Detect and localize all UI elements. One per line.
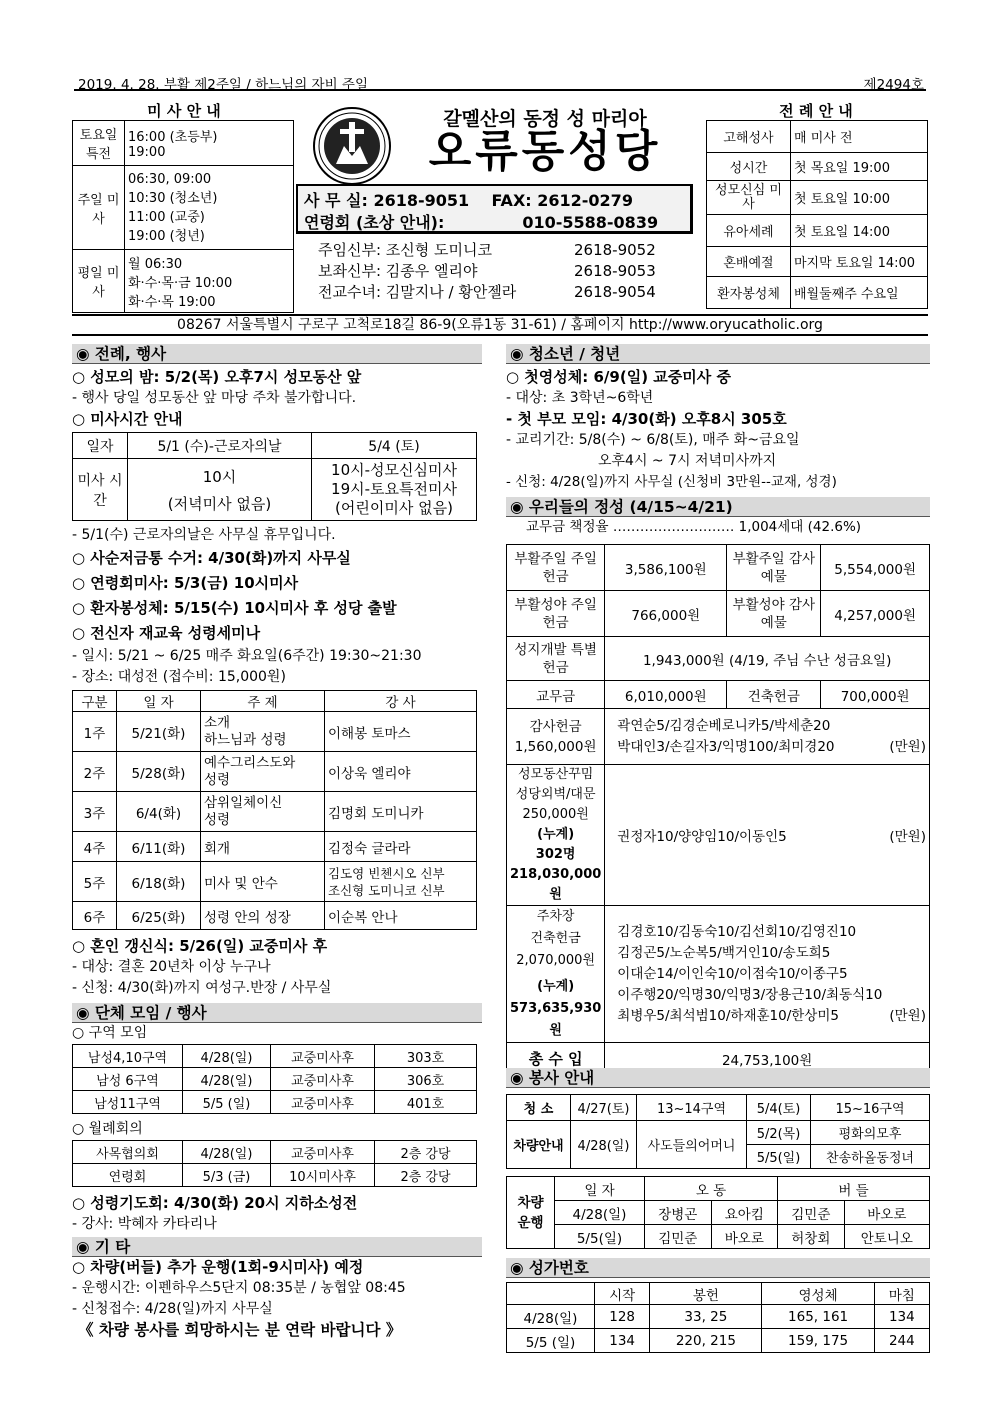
text-cell: 15~16구역 (811, 1095, 930, 1121)
text-cell: 사도들의어머니 (637, 1121, 747, 1169)
text-cell: 성령 안의 성장 (201, 902, 325, 930)
text-cell: 찬송하올동정녀 (811, 1145, 930, 1169)
mass-guide-table (72, 120, 294, 313)
text-cell: 허창회 (778, 1225, 845, 1249)
text-cell: (만원) (889, 1007, 926, 1024)
text-cell: 마침 (874, 1283, 929, 1305)
text-cell: 4주 (73, 832, 117, 862)
patient-communion: ○ 환자봉성체: 5/15(수) 10시미사 후 성당 출발 (72, 599, 397, 617)
text-cell: 김명회 도미니카 (325, 792, 477, 832)
marriage-renewal: ○ 혼인 갱신식: 5/26(일) 교중미사 후 (72, 937, 328, 955)
text-cell: 마지막 토요일 14:00 (791, 247, 928, 277)
text-cell: 사목협의회 (73, 1141, 183, 1164)
text-cell: 5/4 (토) (312, 433, 477, 459)
text-cell: 6,010,000원 (605, 681, 727, 709)
text-cell: (만원) (889, 829, 926, 845)
text-cell: 5/3 (금) (183, 1164, 271, 1187)
text-cell: 5/4(토) (747, 1095, 811, 1121)
marian-night: ○ 성모의 밤: 5/2(목) 오후7시 성모동산 앞 (72, 368, 362, 386)
text-cell: 성모동산꾸밈 (517, 767, 594, 782)
table-row (73, 792, 477, 832)
text-cell: 4/28(일) (183, 1068, 271, 1091)
text-cell: 박대인3/손길자3/익명100/최미경20 (617, 738, 835, 755)
text-cell: 혼배예절 (707, 247, 791, 277)
text-cell: 5,554,000원 (821, 545, 930, 591)
first-communion: ○ 첫영성체: 6/9(일) 교중미사 중 (506, 368, 731, 386)
table-row (73, 1164, 477, 1187)
mass-times (125, 166, 294, 250)
text-cell: 남성11구역 (73, 1091, 183, 1114)
text-cell: 곽연순5/김경순베로니카5/박세춘20 (617, 717, 831, 734)
text-cell: 바오로 (844, 1201, 929, 1225)
text-cell: 2층 강당 (375, 1164, 477, 1187)
text-cell: 2618-9053 (574, 262, 656, 280)
section-liturgy-title: ◉ 전례, 행사 (72, 344, 482, 364)
text-cell: 2주 (73, 752, 117, 792)
text-cell: 김정곤5/노순복5/백거인10/송도희5 (617, 944, 831, 961)
text-cell: 김경호10/김동숙10/김선회10/김영진10 (617, 923, 857, 940)
text-cell: 5/1 (수)-근로자의날 (128, 433, 312, 459)
parish-seal-icon (312, 106, 392, 186)
text-cell: 11:00 (교중) (128, 209, 205, 225)
labor-day-note: - 5/1(수) 근로자의날은 사무실 휴무입니다. (72, 527, 336, 543)
mass-time-heading: ○ 미사시간 안내 (72, 410, 183, 428)
text-cell: 월 06:30 (128, 256, 183, 272)
section-etc-title: ◉ 기 타 (72, 1237, 482, 1257)
text-cell: 청 소 (507, 1095, 571, 1121)
text-cell: 성지개발 특별헌금 (507, 637, 605, 681)
text-cell: 10시미사후 (271, 1164, 375, 1187)
text-cell: 4/28(일) (507, 1305, 595, 1329)
bus-table (506, 1176, 930, 1249)
table-row (73, 1068, 477, 1091)
funeral-phone: 연령회 (초상 안내): 010-5588-0839 (304, 213, 659, 232)
text-cell: (저녁미사 없음) (167, 494, 272, 513)
text-cell: 401호 (375, 1091, 477, 1114)
section-service-title: ◉ 봉사 안내 (506, 1068, 930, 1088)
issue-number: 제2494호 (863, 77, 924, 93)
text-cell: 교중미사후 (271, 1045, 375, 1068)
text-cell: 4/28(일) (183, 1045, 271, 1068)
text-cell: 250,000원 (522, 807, 589, 822)
text-cell: 2층 강당 (375, 1141, 477, 1164)
text-cell: 성모신심 미사 (707, 181, 791, 215)
text-cell: 10시-성모신심미사 (331, 461, 457, 479)
text-cell: 5/5 (일) (183, 1091, 271, 1114)
fc-period: - 교리기간: 5/8(수) ~ 6/8(토), 매주 화~금요일 (506, 432, 800, 448)
section-offering-title: ◉ 우리들의 정성 (4/15~4/21) (506, 497, 930, 517)
text-cell: 배월둘째주 수요일 (791, 277, 928, 309)
text-cell: 13~14구역 (637, 1095, 747, 1121)
text-cell: 교중미사후 (271, 1091, 375, 1114)
text-cell: 영성체 (762, 1283, 874, 1305)
address-bar: 08267 서울특별시 구로구 고척로18길 86-9(오류1동 31-61) / 홈페이지 http://www.oryucatholic.org (72, 314, 928, 336)
text-cell: 건축헌금 (530, 931, 581, 946)
marriage-apply: - 신청: 4/30(화)까지 여성구.반장 / 사무실 (72, 980, 332, 996)
text-cell: 302명 (535, 847, 576, 862)
mass-label: 주일 미사 (73, 166, 125, 250)
text-cell: 4/27(토) (571, 1095, 637, 1121)
section-hymn-title: ◉ 성가번호 (506, 1258, 930, 1278)
table-row (507, 1305, 930, 1329)
staff-row (318, 240, 698, 261)
text-cell: 안토니오 (844, 1225, 929, 1249)
text-cell: 매 미사 전 (791, 121, 928, 153)
text-cell: 김정숙 글라라 (325, 832, 477, 862)
text-cell: 교무금 (507, 681, 605, 709)
text-cell: 573,635,930원 (510, 1001, 602, 1038)
text-cell: 장병곤 (645, 1201, 712, 1225)
text-cell: 총 수 입 (507, 1043, 605, 1075)
text-cell: 첫 토요일 14:00 (791, 215, 928, 247)
parish-subtitle: 갈멜산의 동정 성 마리아 (443, 108, 647, 130)
text-cell: 감사헌금 (529, 718, 582, 735)
text-cell: 4/28(일) (571, 1121, 637, 1169)
text-cell: 남성 6구역 (73, 1068, 183, 1091)
liturgy-guide-title: 전 례 안 내 (779, 102, 853, 120)
text-cell: 6/25(화) (117, 902, 201, 930)
staff-list (318, 240, 698, 303)
bus-volunteer: 《 차량 봉사를 희망하시는 분 연락 바랍니다 》 (78, 1321, 402, 1339)
marriage-target: - 대상: 결혼 20년차 이상 누구나 (72, 959, 271, 975)
section-groups-title: ◉ 단체 모임 / 행사 (72, 1003, 482, 1023)
text-cell: 주차장 (536, 909, 575, 924)
table-row (73, 752, 477, 792)
date-line-bar (74, 73, 926, 91)
table-row (73, 712, 477, 752)
text-cell: 306호 (375, 1068, 477, 1091)
text-cell: 부활주일 주일헌금 (507, 545, 605, 591)
liturgy-guide-table (706, 120, 928, 309)
office-phone: 사 무 실: 2618-9051 FAX: 2612-0279 (304, 191, 633, 210)
text-cell: 220, 215 (650, 1329, 762, 1353)
text-cell: 1,560,000원 (514, 738, 597, 755)
text-cell: (누계) (537, 827, 575, 842)
text-cell: 시작 (595, 1283, 650, 1305)
seminar-place: - 장소: 대성전 (접수비: 15,000원) (72, 669, 286, 685)
text-cell: 6/11(화) (117, 832, 201, 862)
text-cell: 강 사 (325, 691, 477, 712)
bus-apply: - 신청접수: 4/28(일)까지 사무실 (72, 1301, 273, 1317)
mass-times (125, 250, 294, 313)
text-cell: 차량안내 (507, 1121, 571, 1169)
text-cell: 3주 (73, 792, 117, 832)
text-cell: 5/21(화) (117, 712, 201, 752)
tithe-rate: 교무금 책정율 ……………………… 1,004세대 (42.6%) (526, 519, 862, 535)
text-cell: 오 동 (645, 1177, 778, 1201)
text-cell: 2618-9054 (574, 283, 656, 301)
text-cell: 06:30, 09:00 (128, 171, 212, 187)
district-table (72, 1044, 477, 1114)
text-cell: 10시 (202, 467, 237, 486)
text-cell: 요아킴 (711, 1201, 778, 1225)
text-cell: 이주행20/익명30/익명3/장용근10/최동식10 (617, 986, 883, 1003)
text-cell: 134 (874, 1305, 929, 1329)
text-cell: 미사 및 안수 (201, 862, 325, 902)
text-cell: 128 (595, 1305, 650, 1329)
text-cell: 766,000원 (605, 591, 727, 637)
hymn-table (506, 1282, 930, 1353)
text-cell: 5/5 (일) (507, 1329, 595, 1353)
text-cell: 부활주일 감사예물 (727, 545, 821, 591)
table-row (507, 1329, 930, 1353)
text-cell: (누계) (537, 979, 575, 994)
text-cell: 건축헌금 (727, 681, 821, 709)
text-cell: 6주 (73, 902, 117, 930)
monthly-heading: ○ 월례회의 (72, 1121, 143, 1137)
district-heading: ○ 구역 모임 (72, 1025, 148, 1041)
text-cell: 일 자 (555, 1177, 645, 1201)
text-cell: 24,753,100원 (605, 1043, 930, 1075)
text-cell: 2618-9052 (574, 241, 656, 259)
text-cell: 이해봉 토마스 (325, 712, 477, 752)
text-cell: 5/5(일) (747, 1145, 811, 1169)
text-cell: 삼위일체이신 성령 (201, 792, 325, 832)
text-cell: 버 들 (778, 1177, 930, 1201)
text-cell: 최병우5/최석범10/하재훈10/한상미5 (617, 1007, 839, 1024)
text-cell: 3,586,100원 (605, 545, 727, 591)
text-cell: 유아세례 (707, 215, 791, 247)
offering-table (506, 544, 930, 1075)
text-cell: 첫 목요일 19:00 (791, 153, 928, 181)
staff-row (318, 261, 698, 282)
text-cell: 2,070,000원 (516, 953, 596, 968)
text-cell: (만원) (889, 738, 926, 755)
lecture-table (72, 690, 477, 930)
text-cell: 성시간 (707, 153, 791, 181)
text-cell: 차량 운행 (507, 1177, 555, 1249)
text-cell: 4/28(일) (555, 1201, 645, 1225)
text-cell: 권정자10/양양임10/이동인5 (617, 829, 787, 845)
mass-time-table (72, 432, 477, 521)
text-cell: 전교수녀: 김말지나 / 황안젤라 (318, 283, 517, 301)
table-row (507, 1225, 930, 1249)
text-cell: 예수그리스도와 성령 (201, 752, 325, 792)
text-cell: 화·수·목·금 10:00 (128, 275, 233, 291)
text-cell: 바오로 (711, 1225, 778, 1249)
table-row (73, 902, 477, 930)
text-cell: 부활성야 주일헌금 (507, 591, 605, 637)
text-cell: 19:00 (청년) (128, 228, 205, 244)
mass-times (125, 121, 294, 166)
seminar-date: - 일시: 5/21 ~ 6/25 매주 화요일(6주간) 19:30~21:30 (72, 648, 422, 664)
bus-extra: ○ 차량(버들) 추가 운행(1회-9시미사) 예정 (72, 1258, 364, 1276)
text-cell: 남성4,10구역 (73, 1045, 183, 1068)
monthly-table (72, 1140, 477, 1187)
text-cell: 19시-토요특전미사 (331, 480, 457, 498)
text-cell: 주 제 (201, 691, 325, 712)
text-cell: 5주 (73, 862, 117, 902)
text-cell: 16:00 (초등부) (128, 130, 218, 145)
text-cell: 6/4(화) (117, 792, 201, 832)
mass-label: 평일 미사 (73, 250, 125, 313)
text-cell: 218,030,000원 (510, 867, 602, 902)
text-cell: 5/28(화) (117, 752, 201, 792)
fc-target: - 대상: 초 3학년~6학년 (506, 390, 654, 406)
staff-row (318, 282, 698, 303)
fc-apply: - 신청: 4/28(일)까지 사무실 (신청비 3만원--교재, 성경) (506, 474, 837, 490)
fc-parents: - 첫 부모 모임: 4/30(화) 오후8시 305호 (506, 410, 787, 428)
text-cell: 165, 161 (762, 1305, 874, 1329)
text-cell: 6/18(화) (117, 862, 201, 902)
text-cell: 19:00 (128, 145, 166, 160)
text-cell: 1주 (73, 712, 117, 752)
funeral-mass: ○ 연령회미사: 5/3(금) 10시미사 (72, 574, 299, 592)
text-cell: 고해성사 (707, 121, 791, 153)
prayer-speaker: - 강사: 박혜자 카타리나 (72, 1216, 217, 1232)
text-cell: 5/2(목) (747, 1121, 811, 1145)
text-cell: 미사 시간 (73, 459, 128, 521)
text-cell: 구분 (73, 691, 117, 712)
text-cell: 10:30 (청소년) (128, 190, 218, 206)
text-cell: 1,943,000원 (4/19, 주님 수난 성금요일) (605, 637, 930, 681)
text-cell: 평화의모후 (811, 1121, 930, 1145)
text-cell: 김민준 (778, 1201, 845, 1225)
text-cell: 화·수·목 19:00 (128, 294, 216, 310)
mass-guide-title: 미 사 안 내 (147, 102, 221, 120)
text-cell: 교중미사후 (271, 1068, 375, 1091)
text-cell: 이상욱 엘리야 (325, 752, 477, 792)
left-column (72, 344, 482, 1341)
text-cell: 봉헌 (650, 1283, 762, 1305)
table-row (73, 832, 477, 862)
service-table (506, 1094, 930, 1169)
text-cell: 소개 하느님과 성령 (201, 712, 325, 752)
text-cell: 4/28(일) (183, 1141, 271, 1164)
text-cell: 주임신부: 조신형 도미니코 (318, 241, 492, 259)
table-row (73, 1141, 477, 1164)
table-row (507, 1201, 930, 1225)
text-cell: 이대순14/이인숙10/이점숙10/이종구5 (617, 965, 848, 982)
bus-time: - 운행시간: 이펜하우스5단지 08:35분 / 농협앞 08:45 (72, 1280, 406, 1296)
fc-period-time: 오후4시 ~ 7시 저녁미사까지 (598, 453, 777, 469)
text-cell: 33, 25 (650, 1305, 762, 1329)
text-cell: 환자봉성체 (707, 277, 791, 309)
text-cell: 회개 (201, 832, 325, 862)
text-cell: 성당외벽/대문 (515, 787, 596, 802)
seminar-heading: ○ 전신자 재교육 성령세미나 (72, 624, 261, 642)
text-cell: 부활성야 감사예물 (727, 591, 821, 637)
text-cell: 5/5(일) (555, 1225, 645, 1249)
text-cell: 김민준 (645, 1225, 712, 1249)
text-cell: (어린이미사 없음) (335, 499, 453, 517)
parish-name: 오류동성당 (428, 126, 662, 177)
text-cell: 교중미사후 (271, 1141, 375, 1164)
text-cell: 보좌신부: 김종우 엘리야 (318, 262, 478, 280)
table-row (73, 1091, 477, 1114)
text-cell: 김도영 빈첸시오 신부 조신형 도미니코 신부 (325, 862, 477, 902)
table-row (73, 862, 477, 902)
text-cell: 4,257,000원 (821, 591, 930, 637)
text-cell: 일자 (73, 433, 128, 459)
text-cell: 이순복 안나 (325, 902, 477, 930)
text-cell: 244 (874, 1329, 929, 1353)
text-cell: 첫 토요일 10:00 (791, 181, 928, 215)
date-line: 2019. 4. 28. 부활 제2주일 / 하느님의 자비 주일 (78, 77, 368, 93)
text-cell: 일 자 (117, 691, 201, 712)
section-youth-title: ◉ 청소년 / 청년 (506, 344, 930, 364)
text-cell: 700,000원 (821, 681, 930, 709)
text-cell: 303호 (375, 1045, 477, 1068)
prayer-meeting: ○ 성령기도회: 4/30(화) 20시 지하소성전 (72, 1194, 358, 1212)
office-box (296, 184, 693, 234)
text-cell: 134 (595, 1329, 650, 1353)
text-cell: 연령회 (73, 1164, 183, 1187)
right-column (506, 344, 930, 538)
marian-note: - 행사 당일 성모동산 앞 마당 주차 불가합니다. (72, 390, 357, 406)
table-row (73, 1045, 477, 1068)
mass-label: 토요일 특전 (73, 121, 125, 166)
text-cell: 159, 175 (762, 1329, 874, 1353)
lent-box-collection: ○ 사순저금통 수거: 4/30(화)까지 사무실 (72, 549, 351, 567)
